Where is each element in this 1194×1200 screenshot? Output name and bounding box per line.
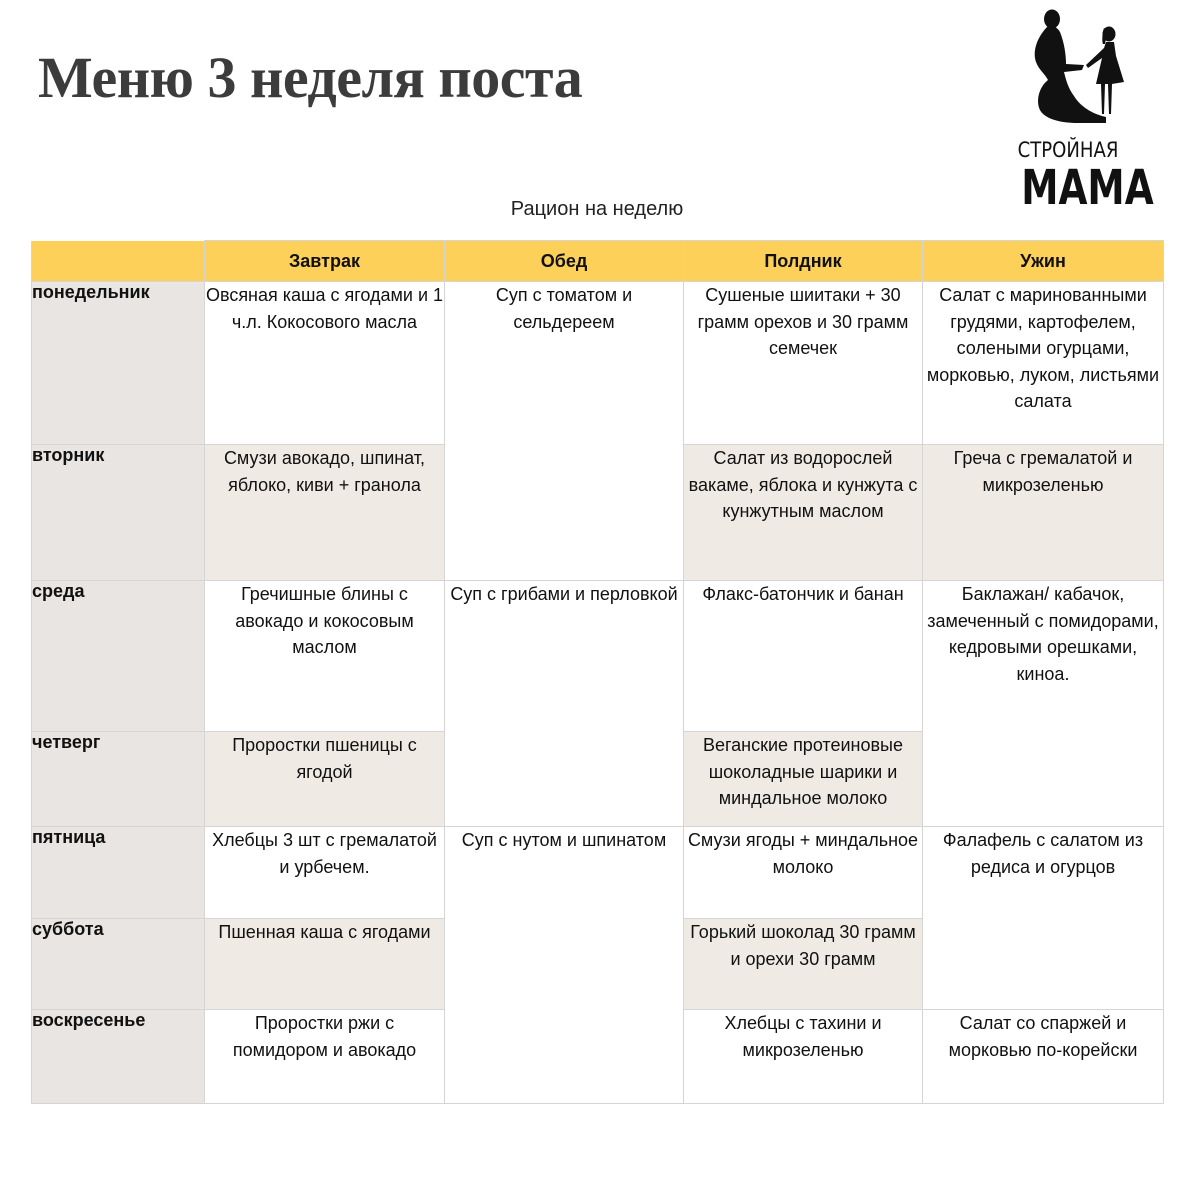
- snack-cell: Горький шоколад 30 грамм и орехи 30 грамм: [684, 919, 923, 1010]
- day-label: вторник: [32, 445, 205, 581]
- snack-cell: Сушеные шиитаки + 30 грамм орехов и 30 грамм семечек: [684, 282, 923, 445]
- snack-cell: Флакс-батончик и банан: [684, 581, 923, 732]
- weekly-menu-table: [31, 240, 1164, 1104]
- snack-cell: Хлебцы с тахини и микрозеленью: [684, 1010, 923, 1104]
- snack-cell: Веганские протеиновые шоколадные шарики и миндальное молоко: [684, 732, 923, 827]
- mother-child-silhouette-icon: [1008, 6, 1128, 132]
- dinner-cell: Салат с маринованными грудями, картофелем, солеными огурцами, морковью, луком, листьями салата: [923, 282, 1164, 445]
- day-label: четверг: [32, 732, 205, 827]
- breakfast-cell: Хлебцы 3 шт с гремалатой и урбечем.: [205, 827, 445, 919]
- breakfast-cell: Проростки пшеницы с ягодой: [205, 732, 445, 827]
- table-row: [32, 827, 1164, 919]
- day-label: суббота: [32, 919, 205, 1010]
- lunch-cell: Суп с нутом и шпинатом: [445, 827, 684, 1104]
- dinner-cell: Баклажан/ кабачок, замеченный с помидорами, кедровыми орешками, киноа.: [923, 581, 1164, 827]
- breakfast-cell: Овсяная каша с ягодами и 1 ч.л. Кокосового масла: [205, 282, 445, 445]
- breakfast-cell: Гречишные блины с авокадо и кокосовым маслом: [205, 581, 445, 732]
- header-day: [32, 241, 205, 282]
- header-snack: Полдник: [684, 241, 923, 282]
- header-dinner: Ужин: [923, 241, 1164, 282]
- page-title: Меню 3 неделя поста: [38, 45, 583, 110]
- header-lunch: Обед: [445, 241, 684, 282]
- breakfast-cell: Пшенная каша с ягодами: [205, 919, 445, 1010]
- breakfast-cell: Проростки ржи с помидором и авокадо: [205, 1010, 445, 1104]
- day-label: среда: [32, 581, 205, 732]
- dinner-cell: Фалафель с салатом из редиса и огурцов: [923, 827, 1164, 1010]
- table-subtitle: Рацион на неделю: [510, 198, 684, 220]
- brand-logo: [1008, 6, 1154, 216]
- day-label: воскресенье: [32, 1010, 205, 1104]
- day-label: понедельник: [32, 282, 205, 445]
- table-row: [32, 282, 1164, 445]
- lunch-cell: Суп с грибами и перловкой: [445, 581, 684, 827]
- logo-text-line1: СТРОЙНАЯ: [1017, 138, 1119, 162]
- table-header-row: [32, 241, 1164, 282]
- logo-text-line2: МАМА: [1021, 160, 1154, 216]
- snack-cell: Салат из водорослей вакаме, яблока и кунжута с кунжутным маслом: [684, 445, 923, 581]
- dinner-cell: Салат со спаржей и морковью по-корейски: [923, 1010, 1164, 1104]
- day-label: пятница: [32, 827, 205, 919]
- breakfast-cell: Смузи авокадо, шпинат, яблоко, киви + гранола: [205, 445, 445, 581]
- header-breakfast: Завтрак: [205, 241, 445, 282]
- snack-cell: Смузи ягоды + миндальное молоко: [684, 827, 923, 919]
- table-row: [32, 581, 1164, 732]
- dinner-cell: Греча с гремалатой и микрозеленью: [923, 445, 1164, 581]
- lunch-cell: Суп с томатом и сельдереем: [445, 282, 684, 581]
